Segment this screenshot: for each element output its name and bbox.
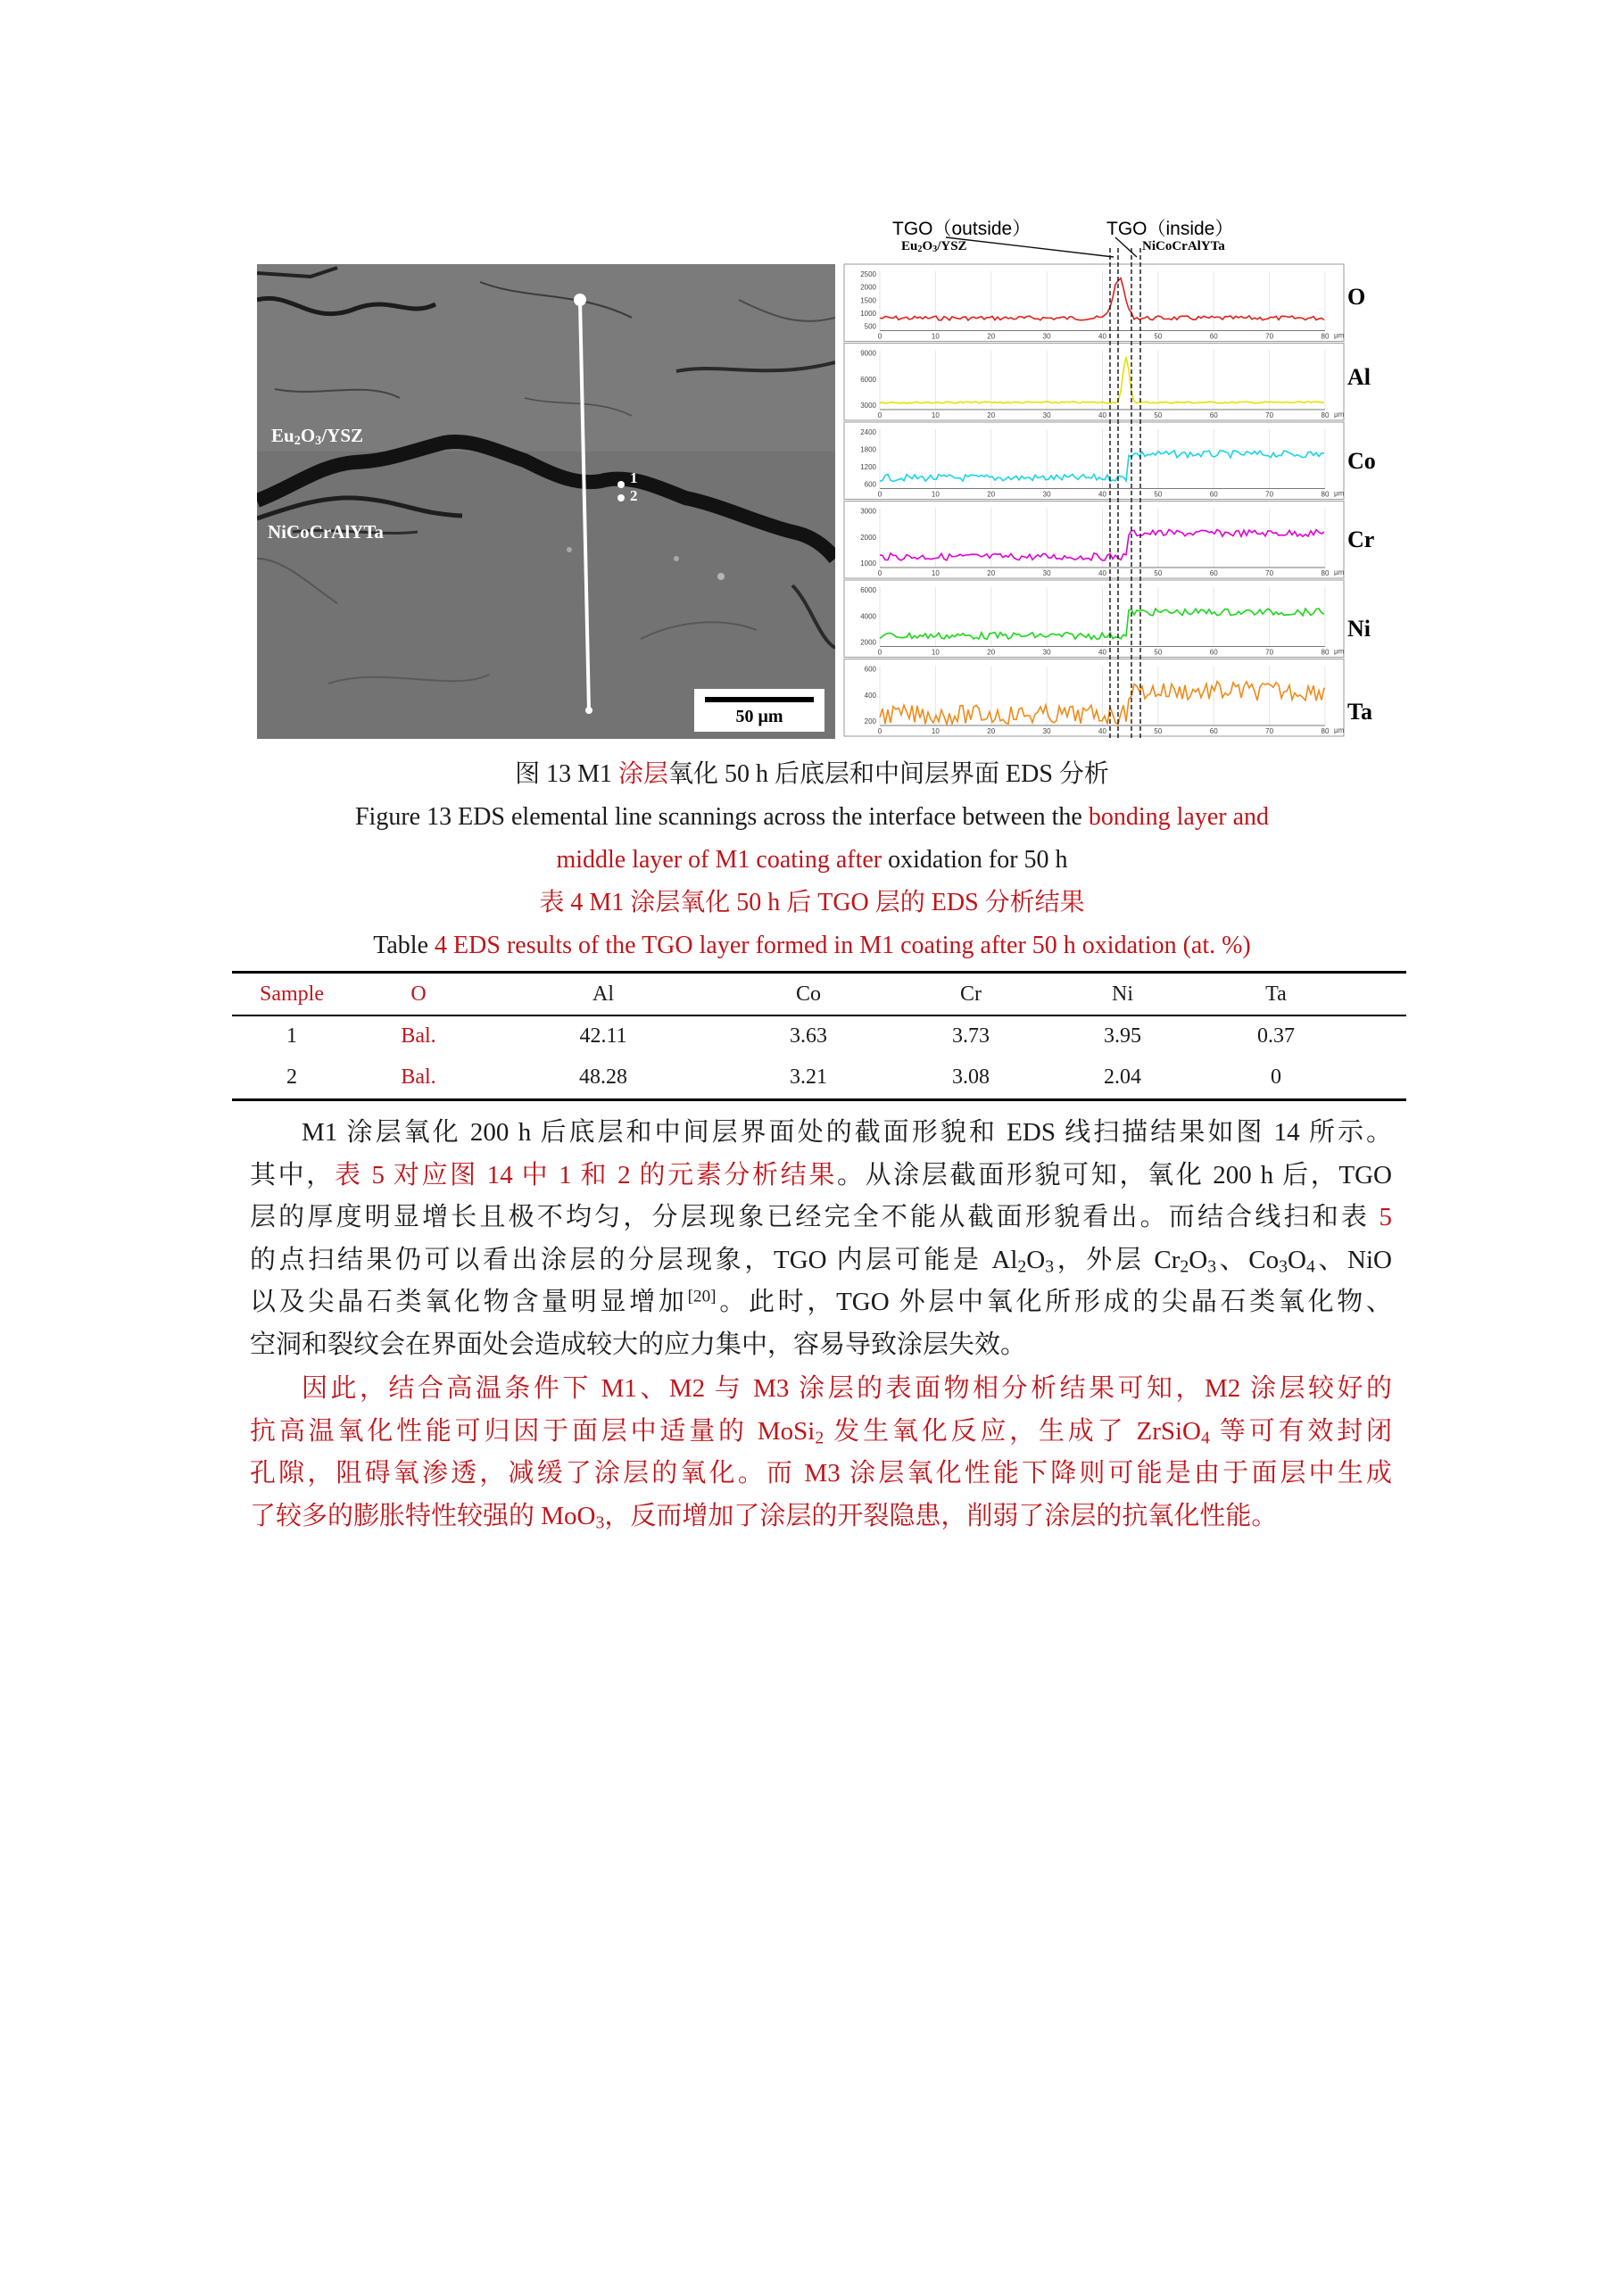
y-tick-label: 2000: [860, 283, 876, 292]
x-tick-label: 40: [1098, 569, 1106, 577]
x-tick-label: 40: [1098, 648, 1106, 657]
eds-left-layer-label: $Eu_2O_3$/YSZ: [901, 239, 967, 255]
x-tick-label: 80: [1321, 411, 1330, 419]
y-tick-label: 2000: [860, 638, 876, 647]
x-tick-label: 60: [1209, 411, 1218, 419]
x-tick-label: 20: [987, 648, 996, 657]
tgo-outside-label: TGO（outside）: [892, 219, 1032, 239]
element-label-ni: Ni: [1347, 616, 1371, 642]
header-sample: Sample: [260, 982, 324, 1006]
header-ni: Ni: [1112, 982, 1133, 1006]
x-tick-label: 70: [1265, 490, 1274, 499]
x-tick-label: 20: [987, 569, 996, 577]
tgo-outside-arrow: [946, 237, 1114, 257]
y-tick-label: 1800: [860, 445, 876, 454]
y-tick-label: 600: [864, 480, 876, 489]
x-tick-label: 70: [1265, 569, 1274, 577]
table-row: 1 Bal. 42.11 3.63 3.73 3.95 0.37: [286, 1024, 1295, 1048]
top-layer-label: $Eu_2O_3$/YSZ: [271, 425, 363, 449]
x-unit-label: μm: [1334, 331, 1345, 340]
x-tick-label: 0: [877, 332, 882, 341]
x-tick-label: 60: [1209, 490, 1218, 499]
sem-micrograph: [257, 264, 835, 739]
paragraph-2: 因此，结合高温条件下 M1、M2 与 M3 涂层的表面物相分析结果可知，M2 涂层较好的 抗高温氧化性能可归因于面层中适量的 MoSi$_2$ 发生氧化反应，生成了 ZrSiO$_4$ 等可有效封闭 孔隙，阻碍氧渗透，减缓了涂层的氧化。而 M3 涂层氧化性能下降则可能是由于面层中生成 了较多的膨胀特性较强的 MoO$_3$，反而增加了涂层的开裂隐患，削弱了涂层的抗氧化性能。: [250, 1374, 1392, 1532]
y-tick-label: 4000: [860, 612, 876, 621]
tgo-inside-label: TGO（inside）: [1106, 219, 1234, 239]
y-tick-label: 1000: [860, 559, 876, 568]
x-tick-label: 30: [1042, 332, 1051, 341]
x-tick-label: 0: [877, 411, 882, 419]
table-header-row: [232, 974, 1406, 1015]
x-tick-label: 0: [877, 648, 882, 657]
figure-caption-en-line1: Figure 13 EDS elemental line scannings across the interface between the bonding layer and: [354, 803, 1269, 831]
x-tick-label: 30: [1042, 648, 1051, 657]
scale-bar: 50 μm: [694, 689, 824, 732]
y-tick-label: 1000: [860, 309, 876, 318]
x-tick-label: 0: [877, 569, 882, 577]
y-tick-label: 600: [864, 665, 876, 674]
y-tick-label: 400: [864, 691, 876, 700]
eds-panel-ta: [844, 659, 1345, 737]
element-label-al: Al: [1347, 364, 1371, 390]
x-tick-label: 40: [1098, 332, 1106, 341]
element-label-ta: Ta: [1347, 699, 1372, 725]
y-tick-label: 200: [864, 717, 876, 725]
x-tick-label: 60: [1209, 569, 1218, 577]
table-caption-cn: 表 4 M1 涂层氧化 50 h 后 TGO 层的 EDS 分析结果: [539, 889, 1085, 916]
figure-caption-en-line2: middle layer of M1 coating after oxidation for 50 h: [556, 846, 1068, 874]
table-row: 2 Bal. 48.28 3.21 3.08 2.04 0: [286, 1065, 1281, 1089]
x-tick-label: 70: [1265, 727, 1274, 735]
x-tick-label: 80: [1321, 332, 1330, 341]
header-ta: Ta: [1265, 982, 1287, 1006]
eds-results-table: [232, 971, 1406, 1101]
x-tick-label: 40: [1098, 490, 1106, 499]
x-tick-label: 80: [1321, 648, 1330, 657]
x-tick-label: 50: [1154, 411, 1163, 419]
table-caption-en: Table 4 EDS results of the TGO layer formed in M1 coating after 50 h oxidation (at. %): [373, 932, 1251, 959]
x-tick-label: 50: [1154, 727, 1163, 735]
y-tick-label: 2500: [860, 270, 876, 278]
x-tick-label: 70: [1265, 648, 1274, 657]
eds-plots: [839, 212, 1347, 742]
x-tick-label: 30: [1042, 727, 1051, 735]
sem-texture: [257, 264, 835, 739]
x-unit-label: μm: [1334, 568, 1345, 576]
y-tick-label: 2400: [860, 428, 876, 436]
paragraph-1: M1 涂层氧化 200 h 后底层和中间层界面处的截面形貌和 EDS 线扫描结果如图 14 所示。 其中，表 5 对应图 14 中 1 和 2 的元素分析结果。从涂层截面形貌可知，氧化 200 h 后，TGO 层的厚度明显增长且极不均匀，分层现象已经完全不能从截面形貌看出。而结合线扫和表 5 的点扫结果仍可以看出涂层的分层现象，TGO 内层可能是 $Al_2O_3$，外层 $Cr_2O_3$、$Co_3O_4$、NiO 以及尖晶石类氧化物含量明显增加[20]。此时，TGO 外层中氧化所形成的尖晶石类氧化物、 空洞和裂纹会在界面处会造成较大的应力集中，容易导致涂层失效。: [250, 1118, 1392, 1359]
y-tick-label: 1500: [860, 296, 876, 305]
x-tick-label: 50: [1154, 569, 1163, 577]
x-tick-label: 10: [931, 727, 940, 735]
eds-panel-ni: [844, 580, 1345, 658]
x-tick-label: 80: [1321, 569, 1330, 577]
x-tick-label: 20: [987, 490, 996, 499]
header-o: O: [410, 982, 427, 1006]
x-unit-label: μm: [1334, 489, 1345, 498]
element-label-cr: Cr: [1347, 526, 1375, 552]
y-tick-label: 3000: [860, 507, 876, 516]
point-2-label: 2: [630, 487, 638, 504]
y-tick-label: 3000: [860, 402, 876, 410]
element-label-o: O: [1347, 284, 1366, 310]
eds-panel-co: [844, 422, 1345, 500]
x-tick-label: 30: [1042, 411, 1051, 419]
x-tick-label: 10: [931, 569, 940, 577]
eds-panel-cr: [844, 501, 1345, 579]
x-tick-label: 10: [931, 411, 940, 419]
y-tick-label: 500: [864, 322, 876, 331]
point-1-label: 1: [630, 469, 638, 486]
x-tick-label: 50: [1154, 490, 1163, 499]
x-tick-label: 40: [1098, 411, 1106, 419]
x-unit-label: μm: [1334, 647, 1345, 656]
y-tick-label: 9000: [860, 349, 876, 358]
x-tick-label: 20: [987, 411, 996, 419]
x-tick-label: 10: [931, 648, 940, 657]
eds-panel-o: [844, 264, 1345, 342]
x-tick-label: 20: [987, 727, 996, 735]
x-unit-label: μm: [1334, 410, 1345, 419]
eds-panel-al: [844, 344, 1345, 421]
x-tick-label: 30: [1042, 569, 1051, 577]
x-tick-label: 10: [931, 332, 940, 341]
y-tick-label: 2000: [860, 533, 876, 542]
bottom-layer-label: NiCoCrAlYTa: [268, 521, 384, 543]
x-tick-label: 70: [1265, 332, 1274, 341]
x-tick-label: 10: [931, 490, 940, 499]
y-tick-label: 6000: [860, 586, 876, 594]
x-unit-label: μm: [1334, 726, 1345, 734]
x-tick-label: 0: [877, 490, 882, 499]
x-tick-label: 50: [1154, 332, 1163, 341]
eds-line-scan-panel: [839, 212, 1376, 742]
x-tick-label: 60: [1209, 332, 1218, 341]
x-tick-label: 50: [1154, 648, 1163, 657]
header-cr: Cr: [960, 982, 982, 1006]
header-al: Al: [592, 982, 614, 1006]
figure-caption-cn: 图 13 M1 涂层氧化 50 h 后底层和中间层界面 EDS 分析: [515, 760, 1109, 788]
x-tick-label: 80: [1321, 490, 1330, 499]
x-tick-label: 80: [1321, 727, 1330, 735]
y-tick-label: 6000: [860, 375, 876, 384]
x-tick-label: 60: [1209, 648, 1218, 657]
element-label-co: Co: [1347, 448, 1376, 474]
x-tick-label: 20: [987, 332, 996, 341]
y-tick-label: 1200: [860, 463, 876, 471]
header-co: Co: [795, 982, 821, 1006]
x-tick-label: 0: [877, 727, 882, 735]
x-tick-label: 30: [1042, 490, 1051, 499]
tgo-inside-arrow: [1115, 237, 1137, 257]
eds-right-layer-label: NiCoCrAlYTa: [1142, 239, 1225, 253]
x-tick-label: 40: [1098, 727, 1106, 735]
x-tick-label: 70: [1265, 411, 1274, 419]
x-tick-label: 60: [1209, 727, 1218, 735]
